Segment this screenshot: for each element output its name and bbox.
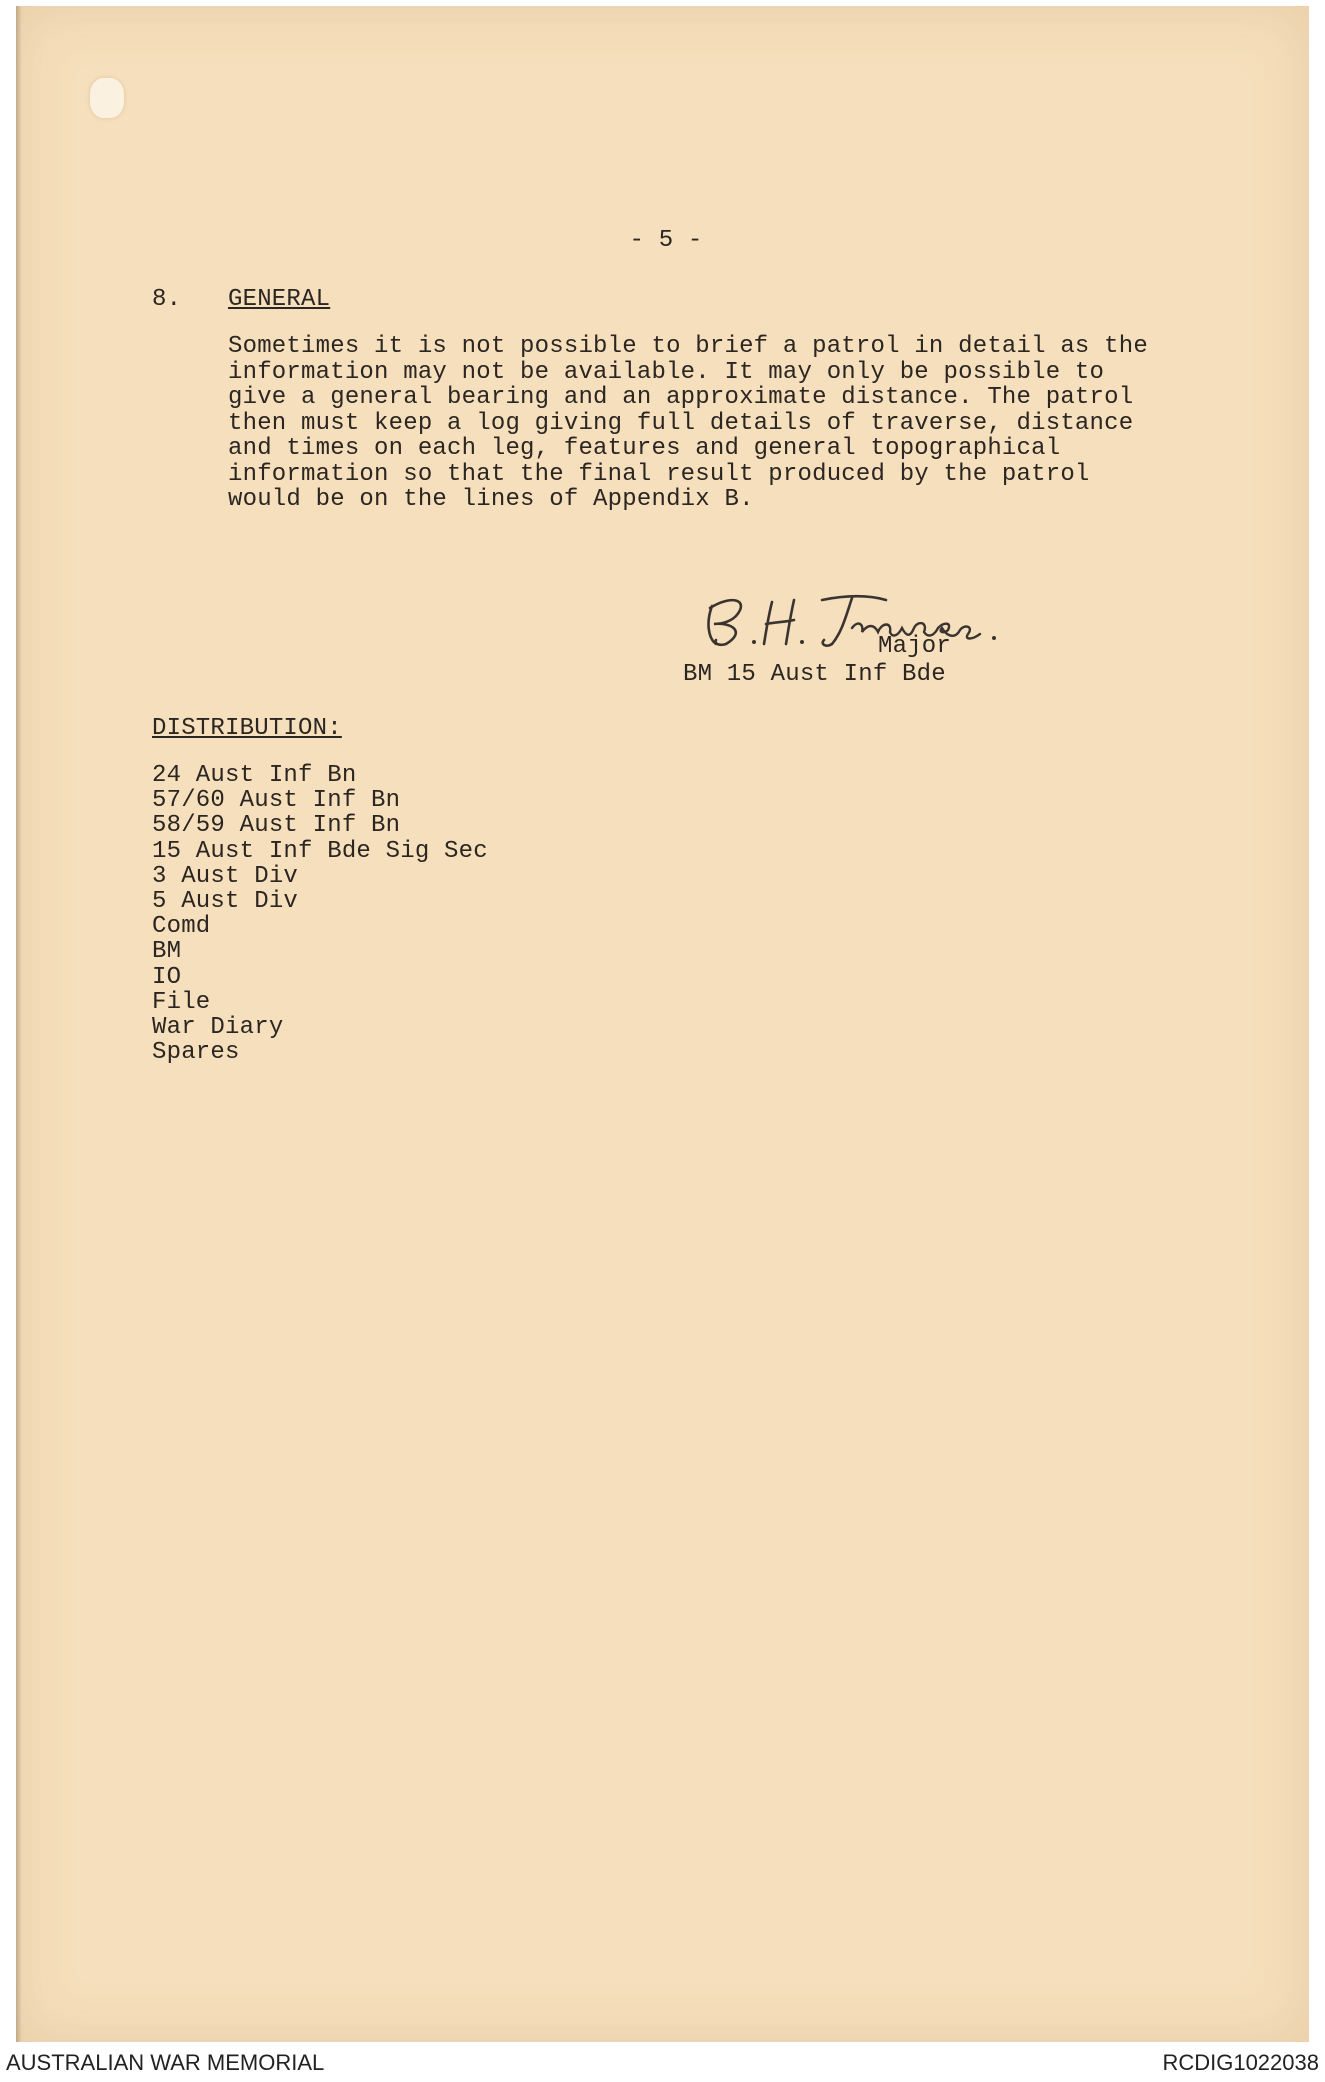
section-body bbox=[228, 334, 1148, 513]
distribution-item: War Diary bbox=[152, 1013, 284, 1041]
distribution-item: IO bbox=[152, 963, 182, 991]
distribution-item: BM bbox=[152, 938, 182, 966]
distribution-item: Spares bbox=[152, 1039, 240, 1067]
distribution-heading: DISTRIBUTION: bbox=[152, 715, 342, 742]
handwritten-signature bbox=[702, 588, 1022, 652]
body-line: information so that the final result produced by the patrol bbox=[228, 460, 1090, 488]
paper-edge-shadow bbox=[16, 6, 22, 2042]
archive-name: AUSTRALIAN WAR MEMORIAL bbox=[6, 2050, 325, 2075]
archive-reference: RCDIG1022038 bbox=[1162, 2050, 1319, 2075]
section-heading: GENERAL bbox=[228, 286, 331, 313]
section-number: 8. bbox=[152, 286, 182, 313]
archive-footer bbox=[0, 2044, 1325, 2082]
distribution-item: File bbox=[152, 988, 211, 1016]
distribution-item: 5 Aust Div bbox=[152, 887, 299, 915]
body-line: would be on the lines of Appendix B. bbox=[228, 486, 754, 513]
document-page bbox=[16, 6, 1309, 2042]
body-line: information may not be available. It may only be possible to bbox=[228, 358, 1105, 386]
signatory-appointment: BM 15 Aust Inf Bde bbox=[683, 661, 946, 688]
distribution-list bbox=[152, 763, 488, 1065]
body-line: then must keep a log giving full details of traverse, distance bbox=[228, 409, 1134, 437]
distribution-item: Comd bbox=[152, 913, 211, 941]
staple-hole-mark bbox=[90, 78, 124, 118]
distribution-item: 15 Aust Inf Bde Sig Sec bbox=[152, 837, 488, 865]
distribution-item: 57/60 Aust Inf Bn bbox=[152, 787, 401, 815]
body-line: and times on each leg, features and general topographical bbox=[228, 435, 1061, 462]
distribution-item: 3 Aust Div bbox=[152, 862, 299, 890]
signatory-rank: Major bbox=[878, 633, 952, 660]
body-line: give a general bearing and an approximate distance. The patrol bbox=[228, 384, 1134, 411]
distribution-item: 58/59 Aust Inf Bn bbox=[152, 812, 401, 840]
distribution-item: 24 Aust Inf Bn bbox=[152, 762, 357, 789]
page-number: - 5 - bbox=[629, 227, 703, 254]
body-line: Sometimes it is not possible to brief a patrol in detail as the bbox=[228, 333, 1148, 360]
